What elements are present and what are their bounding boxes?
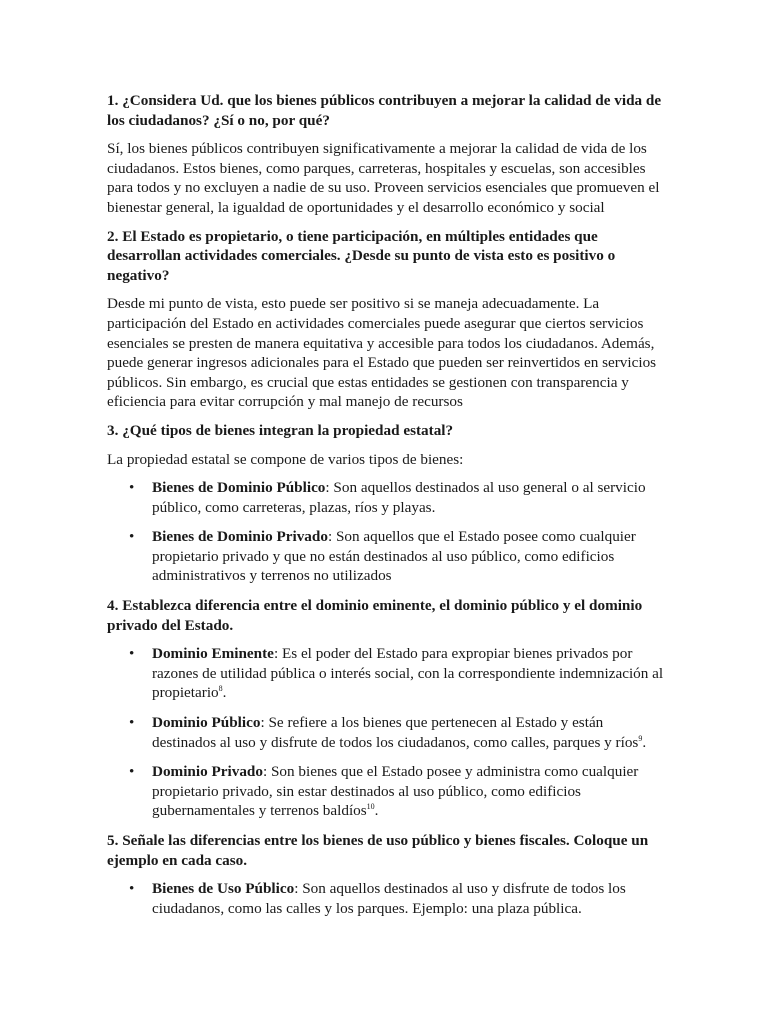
- item-text: : Son bienes que el Estado posee y administra como cualquier propietario privado, sin estar destinados al uso público, como edificios gubernamentales y terrenos baldíos: [152, 763, 639, 820]
- question-3: 3. ¿Qué tipos de bienes integran la propiedad estatal?: [107, 421, 454, 439]
- item-term: Dominio Público: [152, 714, 261, 732]
- item-text: : Son aquellos destinados al uso general o al servicio público, como carreteras, plazas, ríos y playas.: [152, 479, 646, 516]
- question-4: 4. Establezca diferencia entre el dominio eminente, el dominio público y el dominio privado del Estado.: [107, 597, 643, 634]
- item-term: Bienes de Dominio Privado: [152, 528, 328, 546]
- list-item: [107, 762, 668, 821]
- bullet-icon: •: [129, 479, 135, 497]
- list-item: [107, 713, 668, 752]
- question-5: 5. Señale las diferencias entre los bienes de uso público y bienes fiscales. Coloque un ejemplo en cada caso.: [107, 832, 649, 869]
- item-term: Bienes de Uso Público: [152, 880, 295, 898]
- bullet-icon: •: [129, 763, 135, 781]
- question-2: 2. El Estado es propietario, o tiene participación, en múltiples entidades que desarrollan actividades comerciales. ¿Desde su punto de vista esto es positivo o negativo?: [107, 227, 616, 284]
- bullet-icon: •: [129, 528, 135, 546]
- list-item: [107, 527, 668, 586]
- question-1: 1. ¿Considera Ud. que los bienes públicos contribuyen a mejorar la calidad de vida de los ciudadanos? ¿Sí o no, por qué?: [107, 92, 662, 129]
- item-end: .: [374, 802, 379, 820]
- list-item: [107, 644, 668, 703]
- bullet-icon: •: [129, 645, 135, 663]
- bullet-icon: •: [129, 880, 135, 898]
- list-item: [107, 879, 668, 918]
- bullet-list-5: [107, 879, 668, 918]
- bullet-list-3: [107, 478, 668, 586]
- footnote-ref: 10: [366, 802, 375, 812]
- footnote-ref: 9: [638, 733, 643, 743]
- item-end: .: [222, 684, 227, 702]
- answer-3-intro: La propiedad estatal se compone de varios tipos de bienes:: [107, 450, 464, 468]
- bullet-icon: •: [129, 714, 135, 732]
- item-term: Dominio Privado: [152, 763, 263, 781]
- item-term: Dominio Eminente: [152, 645, 274, 663]
- item-text: : Son aquellos destinados al uso y disfrute de todos los ciudadanos, como las calles y los parques. Ejemplo: una plaza pública.: [152, 880, 626, 917]
- answer-2: Desde mi punto de vista, esto puede ser positivo si se maneja adecuadamente. La participación del Estado en actividades comerciales puede asegurar que ciertos servicios esenciales se presten de manera equitativa y accesible para todos los ciudadanos. Además, puede generar ingresos adicionales para el Estado que pueden ser reinvertidos en servicios públicos. Sin embargo, es crucial que estas entidades se gestionen con transparencia y eficiencia para evitar corrupción y mal manejo de recursos: [107, 295, 657, 411]
- answer-1: Sí, los bienes públicos contribuyen significativamente a mejorar la calidad de vida de los ciudadanos. Estos bienes, como parques, carreteras, hospitales y escuelas, son accesibles para todos y no excluyen a nadie de su uso. Proveen servicios esenciales que promueven el bienestar general, la igualdad de oportunidades y el desarrollo económico y social: [107, 140, 660, 216]
- bullet-list-4: [107, 644, 668, 821]
- item-text: : Se refiere a los bienes que pertenecen al Estado y están destinados al uso y disfrute de todos los ciudadanos, como calles, parques y ríos: [152, 714, 639, 751]
- list-item: [107, 478, 668, 517]
- item-term: Bienes de Dominio Público: [152, 479, 326, 497]
- item-text: : Son aquellos que el Estado posee como cualquier propietario privado y que no están destinados al uso público, como edificios administrativos y terrenos no utilizados: [152, 528, 636, 585]
- footnote-ref: 8: [218, 684, 223, 694]
- item-end: .: [642, 733, 647, 751]
- item-text: : Es el poder del Estado para expropiar bienes privados por razones de utilidad pública o interés social, con la correspondiente indemnización al propietario: [152, 645, 664, 702]
